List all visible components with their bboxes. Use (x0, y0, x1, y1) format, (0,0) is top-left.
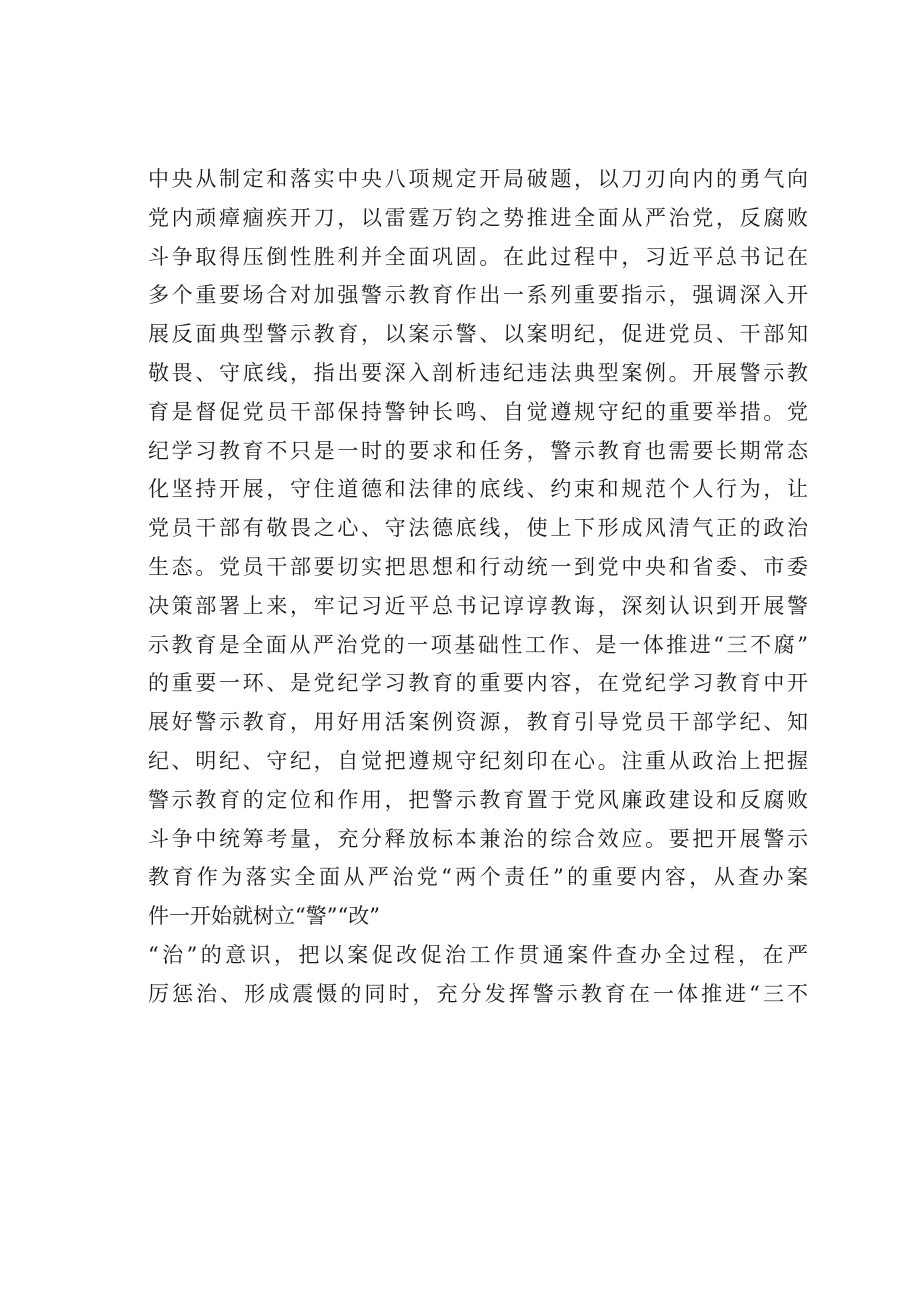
text-line: 展反面典型警示教育，以案示警、以案明纪，促进党员、干部知 (148, 322, 808, 347)
text-line: 的重要一环、是党纪学习教育的重要内容，在党纪学习教育中开 (148, 671, 808, 696)
text-line: 中央从制定和落实中央八项规定开局破题，以刀刃向内的勇气向 (148, 167, 808, 191)
text-line: 党员干部有敬畏之心、守法德底线，使上下形成风清气正的政治 (148, 516, 808, 541)
text-line: 斗争取得压倒性胜利并全面巩固。在此过程中，习近平总书记在 (148, 244, 808, 269)
text-line: 敬畏、守底线，指出要深入剖析违纪违法典型案例。开展警示教 (148, 360, 808, 385)
body-text (148, 160, 808, 1014)
text-line: 教育作为落实全面从严治党“两个责任”的重要内容，从查办案 (148, 865, 808, 890)
text-line: 纪、明纪、守纪，自觉把遵规守纪刻印在心。注重从政治上把握 (148, 748, 808, 773)
text-line: 警示教育的定位和作用，把警示教育置于党风廉政建设和反腐败 (148, 787, 808, 812)
text-line: 件一开始就树立“警”“改” (148, 904, 380, 929)
text-line: 党内顽瘴痼疾开刀，以雷霆万钧之势推进全面从严治党，反腐败 (148, 205, 808, 230)
text-line: 厉惩治、形成震慑的同时，充分发挥警示教育在一体推进“三不 (148, 981, 808, 1006)
text-line: 多个重要场合对加强警示教育作出一系列重要指示，强调深入开 (148, 283, 808, 308)
text-line: 化坚持开展，守住道德和法律的底线、约束和规范个人行为，让 (148, 477, 808, 502)
text-line: “治”的意识，把以案促改促治工作贯通案件查办全过程，在严 (148, 942, 808, 967)
text-line: 决策部署上来，牢记习近平总书记谆谆教诲，深刻认识到开展警 (148, 593, 808, 618)
text-line: 示教育是全面从严治党的一项基础性工作、是一体推进“三不腐” (148, 632, 808, 657)
text-line: 育是督促党员干部保持警钟长鸣、自觉遵规守纪的重要举措。党 (148, 399, 808, 424)
text-line: 斗争中统筹考量，充分释放标本兼治的综合效应。要把开展警示 (148, 826, 808, 851)
text-line: 生态。党员干部要切实把思想和行动统一到党中央和省委、市委 (148, 554, 808, 579)
text-line: 纪学习教育不只是一时的要求和任务，警示教育也需要长期常态 (148, 438, 808, 463)
text-line: 展好警示教育，用好用活案例资源，教育引导党员干部学纪、知 (148, 710, 808, 735)
